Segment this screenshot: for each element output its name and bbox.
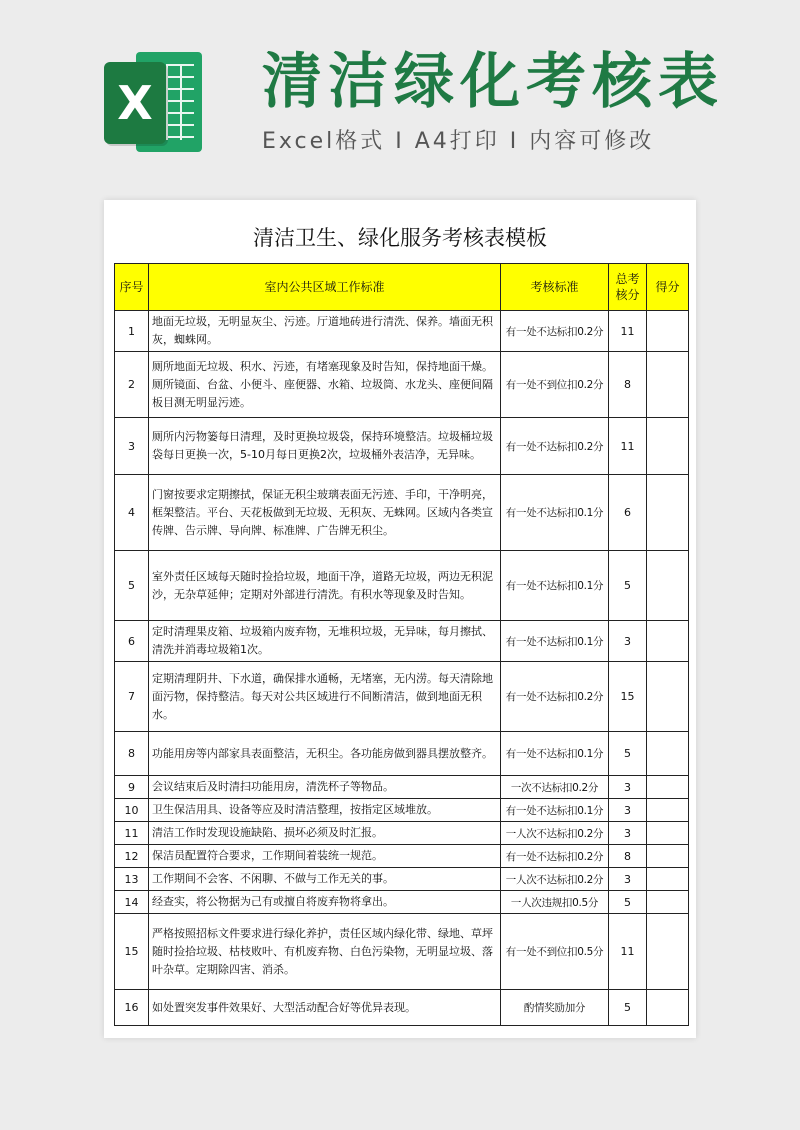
row-work-standard: 工作期间不会客、不闲聊、不做与工作无关的事。 [149,868,501,891]
row-number: 13 [115,868,149,891]
row-assessment-standard: 有一处不达标扣0.2分 [501,311,609,352]
row-number: 3 [115,418,149,475]
row-work-standard: 清洁工作时发现设施缺陷、损坏必须及时汇报。 [149,822,501,845]
row-assessment-standard: 酌情奖励加分 [501,990,609,1026]
row-number: 11 [115,822,149,845]
row-obtained-score[interactable] [647,822,689,845]
row-total-score: 8 [609,845,647,868]
assessment-table [114,263,689,1026]
row-assessment-standard: 有一处不达标扣0.1分 [501,551,609,621]
table-row [115,418,689,475]
row-number: 5 [115,551,149,621]
header-got: 得分 [647,264,689,311]
excel-logo-letter: X [104,62,166,144]
row-total-score: 5 [609,990,647,1026]
row-total-score: 11 [609,311,647,352]
table-row [115,891,689,914]
row-total-score: 11 [609,418,647,475]
header-no: 序号 [115,264,149,311]
row-total-score: 15 [609,662,647,732]
row-number: 10 [115,799,149,822]
row-total-score: 3 [609,776,647,799]
table-row [115,990,689,1026]
row-total-score: 8 [609,352,647,418]
row-assessment-standard: 有一处不到位扣0.2分 [501,352,609,418]
table-row [115,475,689,551]
row-assessment-standard: 一人次违规扣0.5分 [501,891,609,914]
row-assessment-standard: 有一处不到位扣0.5分 [501,914,609,990]
table-row [115,621,689,662]
table-row [115,822,689,845]
row-total-score: 5 [609,891,647,914]
row-total-score: 3 [609,799,647,822]
row-assessment-standard: 有一处不达标扣0.2分 [501,845,609,868]
row-work-standard: 定时清理果皮箱、垃圾箱内废弃物，无堆积垃圾，无异味，每月擦拭、清洗并消毒垃圾箱1次。 [149,621,501,662]
row-total-score: 11 [609,914,647,990]
row-obtained-score[interactable] [647,868,689,891]
row-total-score: 6 [609,475,647,551]
banner-title: 清洁绿化考核表 [262,47,724,117]
row-work-standard: 会议结束后及时清扫功能用房，清洗杯子等物品。 [149,776,501,799]
table-row [115,551,689,621]
row-assessment-standard: 有一处不达标扣0.1分 [501,799,609,822]
row-total-score: 5 [609,732,647,776]
row-obtained-score[interactable] [647,891,689,914]
row-obtained-score[interactable] [647,732,689,776]
document-title: 清洁卫生、绿化服务考核表模板 [253,226,547,250]
row-obtained-score[interactable] [647,845,689,868]
row-work-standard: 严格按照招标文件要求进行绿化养护，责任区域内绿化带、绿地、草坪随时捡拾垃圾、枯枝败叶、有机废弃物、白色污染物，无明显垃圾、落叶杂草。定期除四害、消杀。 [149,914,501,990]
header-std: 考核标准 [501,264,609,311]
row-total-score: 3 [609,868,647,891]
table-row [115,845,689,868]
table-header-row [115,264,689,311]
row-obtained-score[interactable] [647,776,689,799]
row-work-standard: 如处置突发事件效果好、大型活动配合好等优异表现。 [149,990,501,1026]
row-number: 15 [115,914,149,990]
table-row [115,868,689,891]
excel-logo-icon [104,52,204,152]
table-row [115,662,689,732]
header-score: 总考核分 [609,264,647,311]
row-number: 14 [115,891,149,914]
row-obtained-score[interactable] [647,914,689,990]
row-work-standard: 经查实，将公物据为己有或擅自将废弃物将拿出。 [149,891,501,914]
row-total-score: 3 [609,822,647,845]
row-obtained-score[interactable] [647,621,689,662]
row-number: 9 [115,776,149,799]
row-obtained-score[interactable] [647,475,689,551]
table-row [115,311,689,352]
row-number: 4 [115,475,149,551]
row-number: 2 [115,352,149,418]
table-row [115,799,689,822]
row-assessment-standard: 一次不达标扣0.2分 [501,776,609,799]
row-assessment-standard: 有一处不达标扣0.2分 [501,662,609,732]
row-assessment-standard: 一人次不达标扣0.2分 [501,868,609,891]
header-desc: 室内公共区域工作标准 [149,264,501,311]
row-assessment-standard: 有一处不达标扣0.1分 [501,475,609,551]
row-total-score: 3 [609,621,647,662]
row-obtained-score[interactable] [647,418,689,475]
row-work-standard: 地面无垃圾，无明显灰尘、污迹。厅道地砖进行清洗、保养。墙面无积灰，蜘蛛网。 [149,311,501,352]
row-total-score: 5 [609,551,647,621]
row-work-standard: 定期清理阴井、下水道，确保排水通畅，无堵塞，无内涝。每天清除地面污物，保持整洁。每天对公共区域进行不间断清洁，做到地面无积水。 [149,662,501,732]
row-obtained-score[interactable] [647,799,689,822]
row-number: 1 [115,311,149,352]
row-number: 8 [115,732,149,776]
banner [0,0,800,190]
row-assessment-standard: 有一处不达标扣0.1分 [501,621,609,662]
table-row [115,352,689,418]
row-work-standard: 室外责任区域每天随时捡拾垃圾，地面干净，道路无垃圾，两边无积泥沙，无杂草延伸；定期对外部进行清洗。有积水等现象及时告知。 [149,551,501,621]
row-number: 6 [115,621,149,662]
row-number: 7 [115,662,149,732]
table-body [115,311,689,1026]
row-obtained-score[interactable] [647,990,689,1026]
document-page [104,200,696,1038]
row-assessment-standard: 一人次不达标扣0.2分 [501,822,609,845]
row-work-standard: 门窗按要求定期擦拭，保证无积尘玻璃表面无污迹、手印，干净明亮，框架整洁。平台、天花板做到无垃圾、无积灰、无蛛网。区域内各类宣传牌、告示牌、导向牌、标准牌、广告牌无积尘。 [149,475,501,551]
row-obtained-score[interactable] [647,352,689,418]
row-number: 12 [115,845,149,868]
banner-subtitle: Excel格式 I A4打印 I 内容可修改 [262,129,655,154]
row-work-standard: 厕所内污物篓每日清理，及时更换垃圾袋，保持环境整洁。垃圾桶垃圾袋每日更换一次，5-10月每日更换2次，垃圾桶外表洁净，无异味。 [149,418,501,475]
row-work-standard: 厕所地面无垃圾、积水、污迹，有堵塞现象及时告知，保持地面干燥。厕所镜面、台盆、小便斗、座便器、水箱、垃圾筒、水龙头、座便间隔板目测无明显污迹。 [149,352,501,418]
table-row [115,776,689,799]
row-obtained-score[interactable] [647,311,689,352]
table-row [115,914,689,990]
row-work-standard: 卫生保洁用具、设备等应及时清洁整理，按指定区域堆放。 [149,799,501,822]
row-assessment-standard: 有一处不达标扣0.2分 [501,418,609,475]
row-work-standard: 保洁员配置符合要求，工作期间着装统一规范。 [149,845,501,868]
table-row [115,732,689,776]
row-number: 16 [115,990,149,1026]
row-work-standard: 功能用房等内部家具表面整洁，无积尘。各功能房做到器具摆放整齐。 [149,732,501,776]
row-assessment-standard: 有一处不达标扣0.1分 [501,732,609,776]
row-obtained-score[interactable] [647,662,689,732]
row-obtained-score[interactable] [647,551,689,621]
